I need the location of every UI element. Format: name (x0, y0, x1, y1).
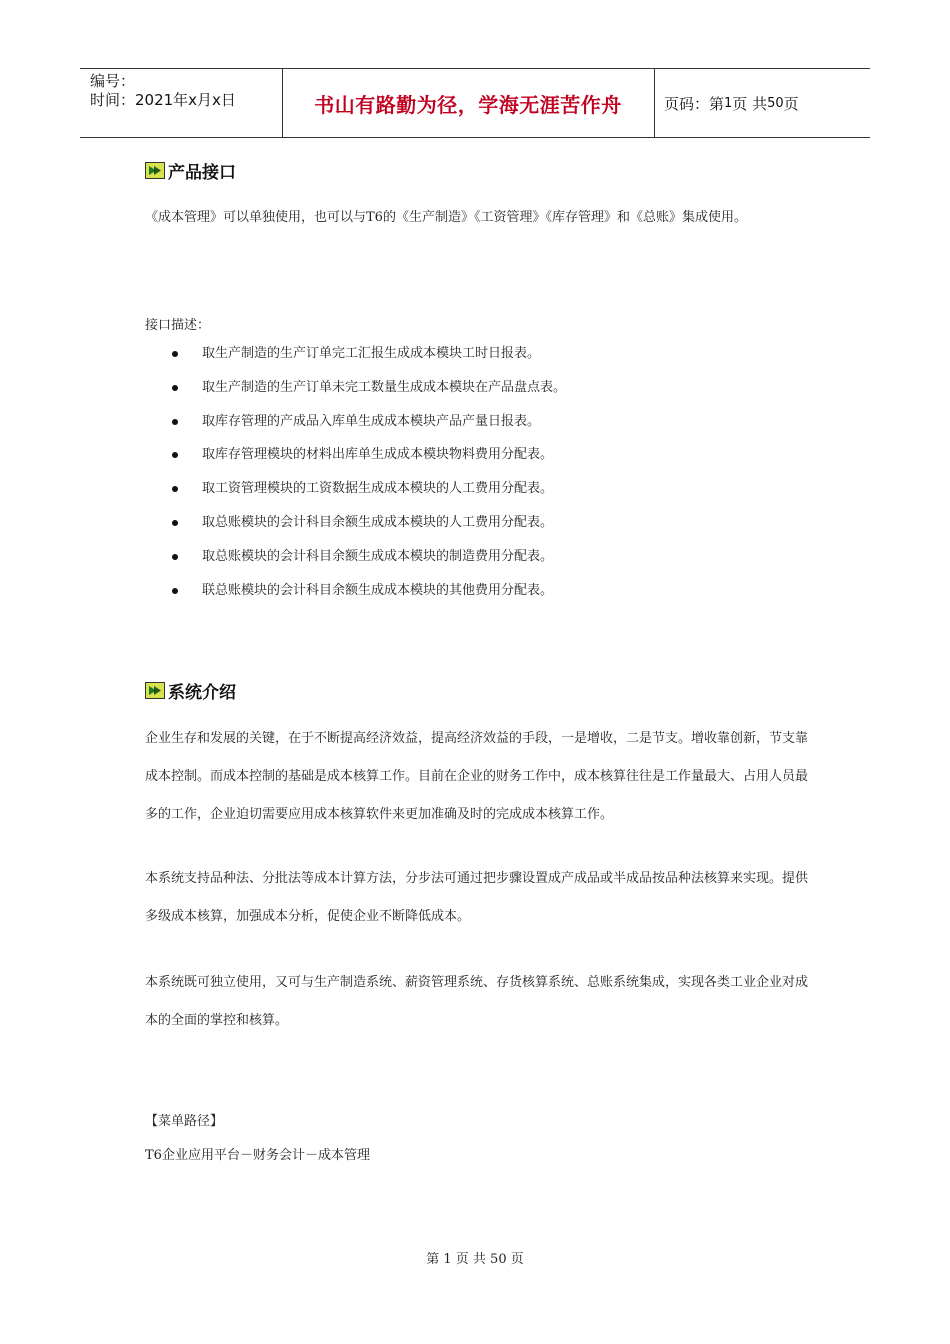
interface-list (172, 342, 566, 612)
arrow-bullet-icon (145, 162, 165, 179)
bullet-icon (172, 452, 178, 458)
intro-paragraph: 《成本管理》可以单独使用，也可以与T6的《生产制造》《工资管理》《库存管理》和《总账》集成使用。 (145, 210, 747, 225)
menu-path-label: 【菜单路径】 (145, 1114, 224, 1129)
bullet-icon (172, 554, 178, 560)
section-heading-interface (145, 158, 236, 183)
header-divider (654, 69, 655, 137)
section-heading-system (145, 678, 236, 703)
page-mid: 页 共 (732, 94, 768, 113)
arrow-bullet-icon (145, 682, 165, 699)
list-item: 取总账模块的会计科目余额生成成本模块的人工费用分配表。 (172, 511, 566, 545)
list-item: 取生产制造的生产订单完工汇报生成成本模块工时日报表。 (172, 342, 566, 376)
header-time: 时间：2021年x月x日 (90, 91, 236, 109)
page-total: 50 (767, 95, 784, 111)
page-prefix: 页码：第 (664, 94, 725, 113)
header-number: 编号： (90, 72, 136, 90)
bullet-icon (172, 588, 178, 594)
bullet-icon (172, 351, 178, 357)
list-item: 取总账模块的会计科目余额生成成本模块的制造费用分配表。 (172, 545, 566, 579)
bullet-icon (172, 520, 178, 526)
page-suffix: 页 (783, 94, 799, 113)
header-motto: 书山有路勤为径，学海无涯苦作舟 (314, 92, 622, 117)
bullet-icon (172, 419, 178, 425)
page-header (80, 68, 870, 138)
system-paragraph-3: 本系统既可独立使用，又可与生产制造系统、薪资管理系统、存货核算系统、总账系统集成，实现各类工业企业对成本的全面的掌控和核算。 (145, 975, 809, 1028)
system-paragraph-2: 本系统支持品种法、分批法等成本计算方法，分步法可通过把步骤设置成产成品或半成品按品种法核算来实现。提供多级成本核算，加强成本分析，促使企业不断降低成本。 (145, 871, 809, 924)
interface-list-label: 接口描述： (145, 318, 211, 333)
list-item: 联总账模块的会计科目余额生成成本模块的其他费用分配表。 (172, 579, 566, 613)
list-item: 取库存管理的产成品入库单生成成本模块产品产量日报表。 (172, 410, 566, 444)
header-meta (90, 72, 236, 110)
bullet-icon (172, 385, 178, 391)
menu-path: T6企业应用平台－财务会计－成本管理 (145, 1148, 370, 1163)
list-item: 取工资管理模块的工资数据生成成本模块的人工费用分配表。 (172, 477, 566, 511)
list-item: 取生产制造的生产订单未完工数量生成成本模块在产品盘点表。 (172, 376, 566, 410)
section-title: 系统介绍 (168, 683, 236, 703)
section-title: 产品接口 (168, 163, 236, 183)
header-page-info (664, 69, 799, 137)
page-number: 1 (724, 95, 733, 111)
list-item: 取库存管理模块的材料出库单生成成本模块物料费用分配表。 (172, 443, 566, 477)
bullet-icon (172, 486, 178, 492)
system-paragraph-1: 企业生存和发展的关键，在于不断提高经济效益，提高经济效益的手段，一是增收，二是节支。增收靠创新，节支靠成本控制。而成本控制的基础是成本核算工作。目前在企业的财务工作中，成本核算往往是工作量最大、占用人员最多的工作，企业迫切需要应用成本核算软件来更加准确及时的完成成本核算工作。 (145, 731, 809, 822)
page-footer: 第 1 页 共 50 页 (426, 1252, 524, 1267)
